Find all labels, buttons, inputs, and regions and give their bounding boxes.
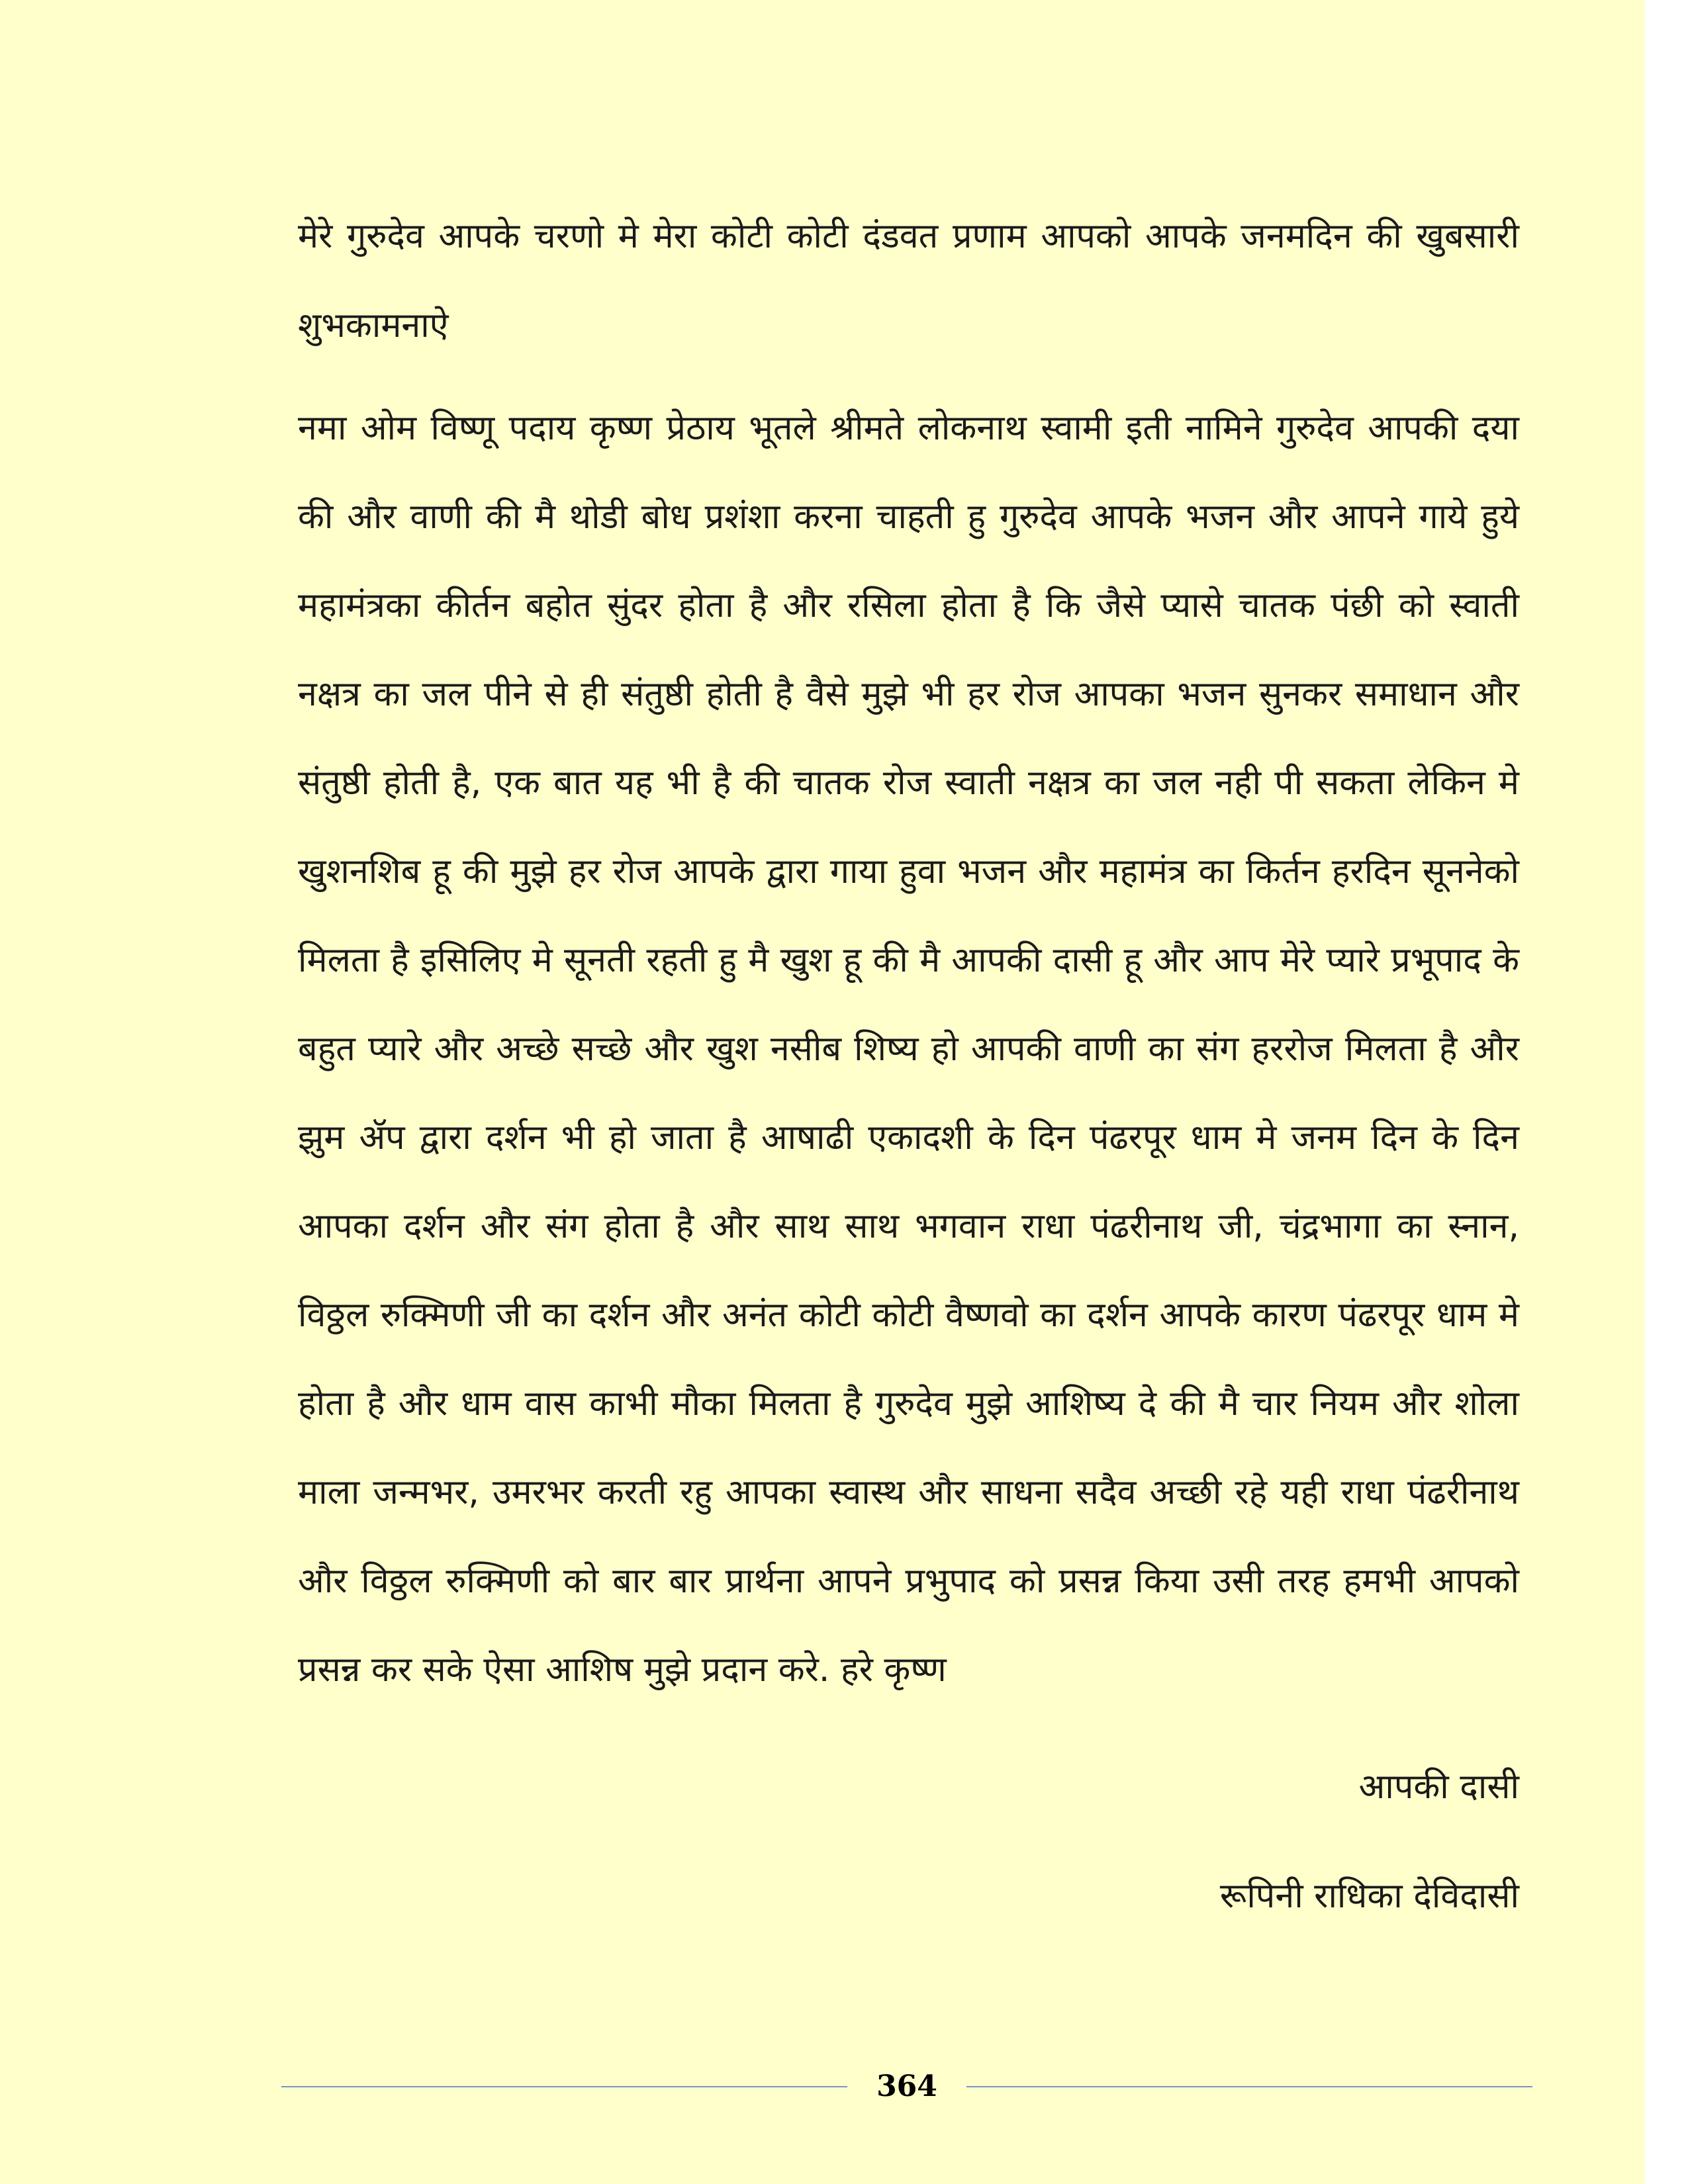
page-number: 364 (876, 2070, 937, 2103)
footer-rule-left (281, 2086, 847, 2087)
footer-rule-right (966, 2086, 1532, 2087)
page-footer (281, 2065, 1532, 2111)
body-paragraph: नमा ओम विष्णू पदाय कृष्ण प्रेठाय भूतले श्रीमते लोकनाथ स्वामी इती नामिने गुरुदेव आपकी दया की और वाणी की मै थोडी बोध प्रशंशा करना चाहती हु गुरुदेव आपके भजन और आपने गाये हुये महामंत्रका कीर्तन बहोत सुंदर होता है और रसिला होता है कि जैसे प्यासे चातक पंछी को स्वाती नक्षत्र का जल पीने से ही संतुष्ठी होती है वैसे मुझे भी हर रोज आपका भजन सुनकर समाधान और संतुष्ठी होती है, एक बात यह भी है की चातक रोज स्वाती नक्षत्र का जल नही पी सकता लेकिन मे खुशनशिब हू की मुझे हर रोज आपके द्वारा गाया हुवा भजन और महामंत्र का किर्तन हरदिन सूननेको मिलता है इसिलिए मे सूनती रहती हु मै खुश हू की मै आपकी दासी हू और आप मेरे प्यारे प्रभूपाद के बहुत प्यारे और अच्छे सच्छे और खुश नसीब शिष्य हो आपकी वाणी का संग हररोज मिलता है और झुम ॲप द्वारा दर्शन भी हो जाता है आषाढी एकादशी के दिन पंढरपूर धाम मे जनम दिन के दिन आपका दर्शन और संग होता है और साथ साथ भगवान राधा पंढरीनाथ जी, चंद्रभागा का स्नान, विठ्ठल रुक्मिणी जी का दर्शन और अनंत कोटी कोटी वैष्णवो का दर्शन आपके कारण पंढरपूर धाम मे होता है और धाम वास काभी मौका मिलता है गुरुदेव मुझे आशिष्य दे की मै चार नियम और शोला माला जन्मभर, उमरभर करती रहु आपका स्वास्थ और साधना सदैव अच्छी रहे यही राधा पंढरीनाथ और विठ्ठल रुक्मिणी को बार बार प्रार्थना आपने प्रभुपाद को प्रसन्न किया उसी तरह हमभी आपको प्रसन्न कर सके ऐसा आशिष मुझे प्रदान करे. हरे कृष्ण (298, 408, 1519, 1690)
letter-content (298, 192, 1519, 1916)
closing-line: आपकी दासी (1358, 1767, 1519, 1807)
greeting-paragraph: मेरे गुरुदेव आपके चरणो मे मेरा कोटी कोटी दंडवत प्रणाम आपको आपके जनमदिन की खुबसारी शुभकामनाऐ (298, 216, 1519, 345)
signature-line: रूपिनी राधिका देविदासी (1219, 1876, 1519, 1916)
